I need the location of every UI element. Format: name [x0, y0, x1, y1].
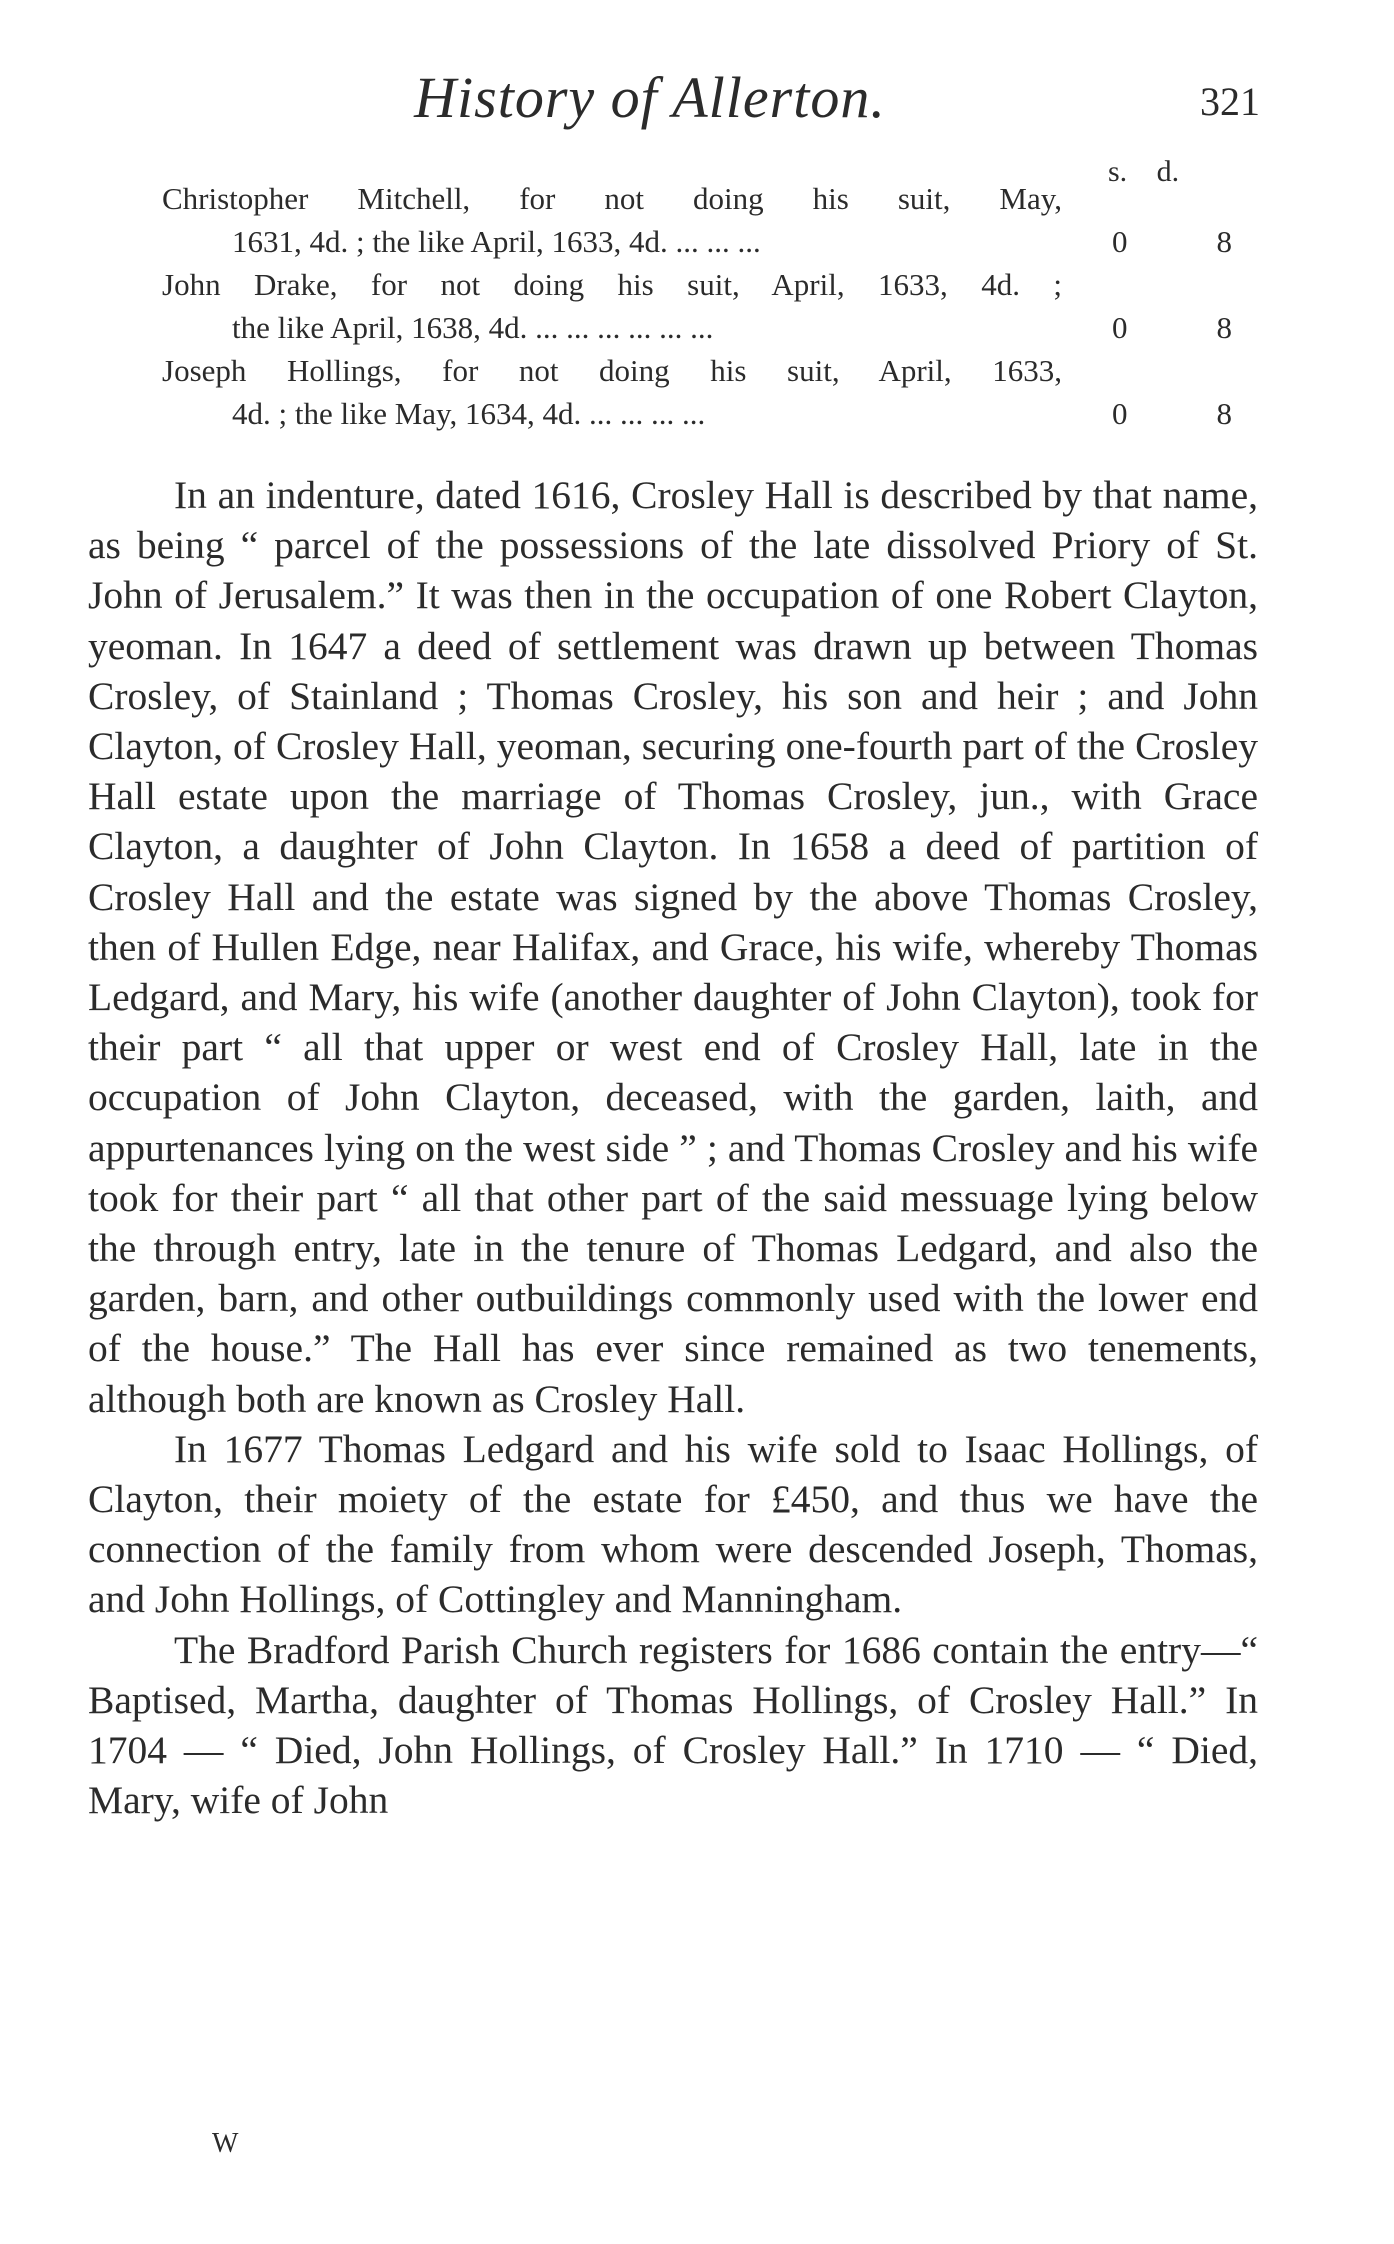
- pence-value: 8: [1216, 310, 1232, 345]
- paragraph: In an indenture, dated 1616, Crosley Hall is described by that name, as being “ parcel of the possessions of the late dissolved Priory of St. John of Jerusalem.” It was then in the occupation of one Robert Clayton, yeoman. In 1647 a deed of settlement was drawn up between Thomas Crosley, of Stainland ; Thomas Crosley, his son and heir ; and John Clayton, of Crosley Hall, yeoman, securing one-fourth part of the Crosley Hall estate upon the marriage of Thomas Crosley, jun., with Grace Clayton, a daughter of John Clayton. In 1658 a deed of partition of Crosley Hall and the estate was signed by the above Thomas Crosley, then of Hullen Edge, near Halifax, and Grace, his wife, whereby Thomas Ledgard, and Mary, his wife (another daughter of John Clayton), took for their part “ all that upper or west end of Crosley Hall, late in the occupation of John Clayton, deceased, with the garden, laith, and appurtenances lying on the west side ” ; and Thomas Crosley and his wife took for their part “ all that other part of the said messuage lying below the through entry, late in the tenure of Thomas Ledgard, and also the garden, barn, and other outbuildings commonly used with the lower end of the house.” The Hall has ever since remained as two tenements, although both are known as Crosley Hall.: [88, 473, 1258, 1421]
- paragraph: The Bradford Parish Church registers for 1686 contain the entry—“ Baptised, Martha, daughter of Thomas Hollings, of Crosley Hall.” In 1704 — “ Died, John Hollings, of Crosley Hall.” In 1710 — “ Died, Mary, wife of John: [88, 1627, 1258, 1823]
- ledger-amount: [1112, 392, 1262, 435]
- shillings-value: 0: [1112, 310, 1128, 345]
- ledger-entry: [162, 263, 1262, 349]
- ledger-amount: [1112, 306, 1262, 349]
- ledger-entry-continuation: the like April, 1638, 4d. ... ... ... ... ... ...: [232, 310, 714, 345]
- signature-mark: W: [212, 2128, 241, 2159]
- ledger-entry-text: Christopher Mitchell, for not doing his suit, May,: [162, 181, 1062, 216]
- body-text: [88, 470, 1258, 1825]
- page-title: History of Allerton.: [414, 65, 886, 130]
- shillings-value: 0: [1112, 224, 1128, 259]
- ledger-entry: [162, 177, 1262, 263]
- paragraph: In 1677 Thomas Ledgard and his wife sold to Isaac Hollings, of Clayton, their moiety of the estate for £450, and thus we have the connection of the family from whom were descended Joseph, Thomas, and John Hollings, of Cottingley and Manningham.: [88, 1426, 1258, 1622]
- pence-value: 8: [1216, 396, 1232, 431]
- ledger-column-headings: s. d.: [1108, 155, 1180, 188]
- pence-value: 8: [1216, 224, 1232, 259]
- ledger-entry-text: Joseph Hollings, for not doing his suit, April, 1633,: [162, 353, 1062, 388]
- ledger-entry: [162, 349, 1262, 435]
- ledger-entry-text: John Drake, for not doing his suit, April, 1633, 4d. ;: [162, 267, 1062, 302]
- ledger-amount: [1112, 220, 1262, 263]
- shillings-value: 0: [1112, 396, 1128, 431]
- page-number: 321: [1200, 79, 1260, 124]
- ledger-entry-continuation: 1631, 4d. ; the like April, 1633, 4d. ... ... ...: [232, 224, 761, 259]
- ledger-entry-continuation: 4d. ; the like May, 1634, 4d. ... ... ... ...: [232, 396, 706, 431]
- ledger-table: [162, 177, 1262, 435]
